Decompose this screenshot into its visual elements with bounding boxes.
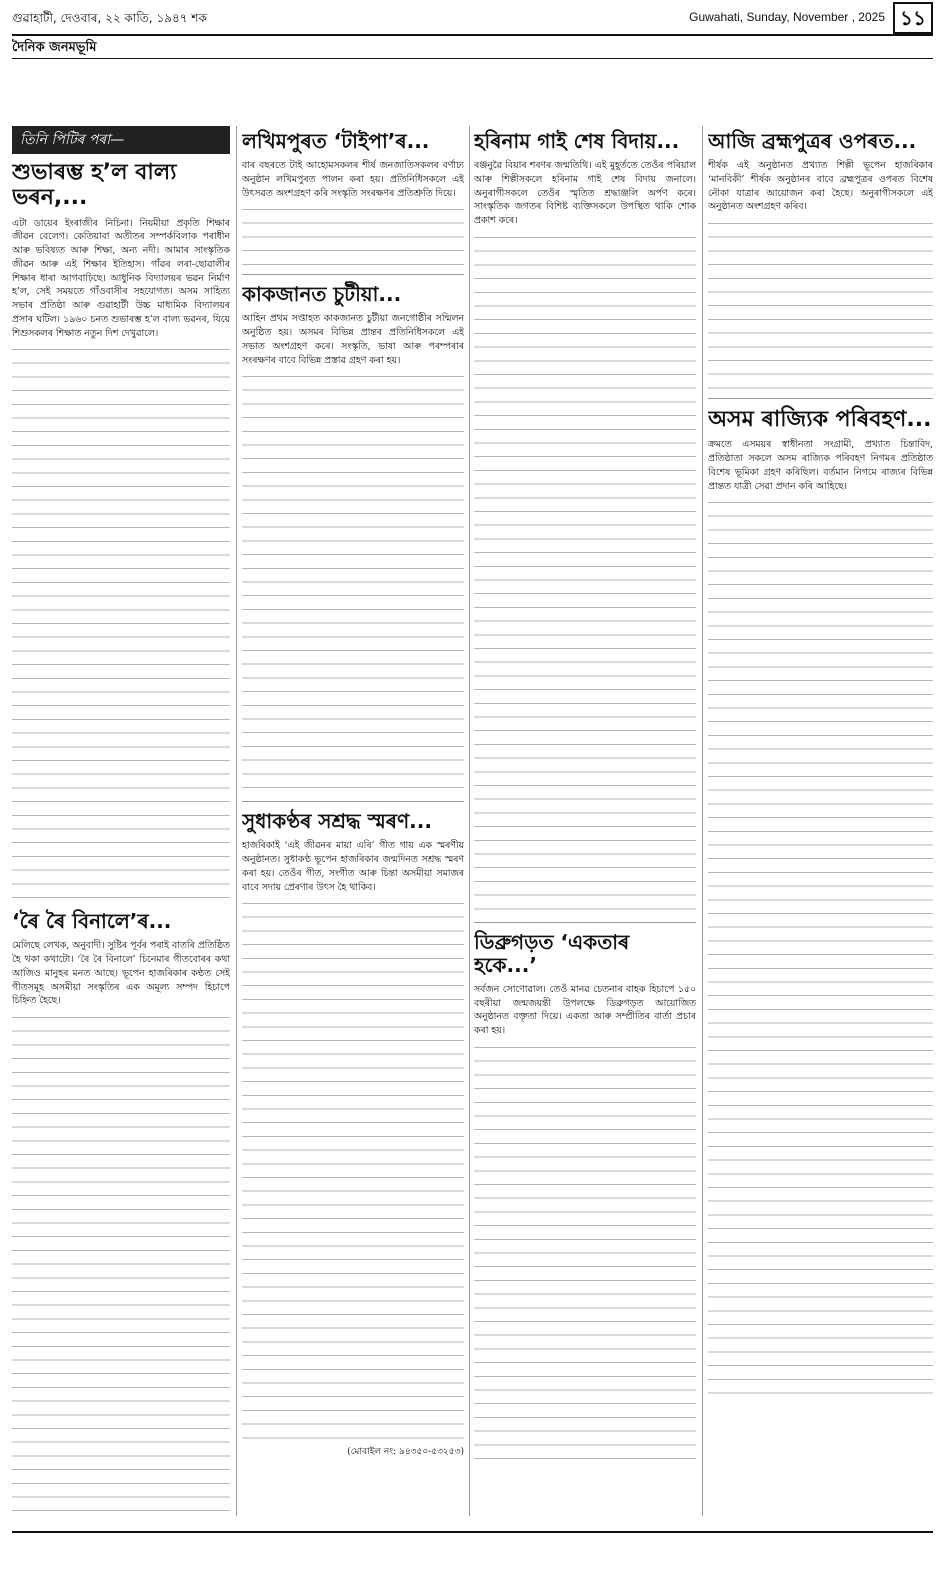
- divider: [242, 801, 464, 802]
- section-tag: তিনি পিটিৰ পৰা—: [12, 126, 230, 154]
- article-headline: কাকজানত চুটীয়া...: [242, 282, 402, 307]
- article-text-block: [242, 373, 464, 793]
- article-body: ক্ৰমতে এসময়ৰ স্বাধীনতা সংগ্ৰামী, প্ৰখ্যাত চিন্তাবিদ, প্ৰতিষ্ঠাতা সকলে অসম ৰাজ্যিক পৰিবহণ নিগমৰ প্ৰতিষ্ঠাত বিশেষ ভূমিকা গ্ৰহণ কৰিছিল। বৰ্তমান নিগমে ৰাজ্যৰ বিভিন্ন প্ৰান্তত যাত্ৰী সেৱা প্ৰদান কৰি আহিছে।: [708, 439, 933, 492]
- article-headline: ডিব্ৰুগড়ত ‘একতাৰ হকে...’: [474, 929, 630, 977]
- article-headline: অসম ৰাজ্যিক পৰিবহণ...: [708, 407, 932, 432]
- article-text-block: [708, 220, 933, 390]
- column-divider: [702, 126, 703, 1516]
- page-number: ১১: [893, 2, 933, 34]
- masthead-rule: [12, 34, 933, 36]
- article-headline: লখিমপুৰত ‘টাইপা’ৰ...: [242, 129, 430, 153]
- article-text-block: [474, 1044, 696, 1464]
- article-headline: সুধাকণ্ঠৰ সশ্ৰদ্ধ স্মৰণ...: [242, 809, 432, 834]
- credit-line: (মোবাইল নং: ৯৪৩৫০-৫৩২৫৩): [347, 1447, 464, 1458]
- article-body: ৰঞ্জনুৱৈ বিয়াৰ শৰণৰ জন্মতিথি। এই মুহূৰ্ততে তেওঁৰ পৰিয়াল আৰু শিল্পীসকলে হৰিনাম গাই শেষ বিদায় জনালে। অনুৰাগীসকলে তেওঁৰ স্মৃতিত শ্ৰদ্ধাঞ্জলি অৰ্পণ কৰে। সাংস্কৃতিক জগতৰ বিশিষ্ট ব্যক্তিসকলে উপস্থিত থাকি শোক প্ৰকাশ কৰে।: [474, 160, 696, 226]
- masthead: [12, 0, 933, 110]
- article-text-block: [474, 234, 696, 914]
- article-headline: শুভাৰম্ভ হ’ল বাল্য ভৰন,...: [12, 160, 177, 211]
- article-body: সৰ্বজন সোণোৱাল। তেওঁ মানৱ চেতনাৰ বাহক হিচাপে ১৫০ বছৰীয়া জন্মজয়ন্তী উপলক্ষে ডিব্ৰুগড়ত আয়োজিত অনুষ্ঠানত বক্তৃতা দিয়ে। একতা আৰু সম্প্ৰীতিৰ বাৰ্তা প্ৰচাৰ কৰা হয়।: [474, 983, 696, 1036]
- article-text-block: [242, 206, 464, 266]
- article-text-block: [708, 499, 933, 1399]
- article-body: হাজৰিকাই ‘এই জীৱনৰ মায়া এৰি’ গীত গায় এক স্মৰণীয় অনুষ্ঠানত। সুধাকণ্ঠ ভূপেন হাজৰিকাৰ জন্মদিনত সশ্ৰদ্ধ স্মৰণ কৰা হয়। তেওঁৰ গীত, সংগীত আৰু চিন্তা অসমীয়া সমাজৰ বাবে সদায় প্ৰেৰণাৰ উৎস হৈ থাকিব।: [242, 840, 464, 893]
- column-4: [708, 126, 933, 1516]
- date-left: গুৱাহাটী, দেওবাৰ, ২২ কাতি, ১৯৪৭ শক: [12, 11, 207, 25]
- article-body: আহিন প্ৰথম সপ্তাহত কাকজানত চুটীয়া জনগোষ্ঠীৰ সন্মিলন অনুষ্ঠিত হয়। অসমৰ বিভিন্ন প্ৰান্তৰ প্ৰতিনিধিসকলে এই সভাত অংশগ্ৰহণ কৰে। সংস্কৃতি, ভাষা আৰু পৰম্পৰাৰ সংৰক্ষণৰ বাবে বিভিন্ন প্ৰস্তাৱ গ্ৰহণ কৰা হয়।: [242, 313, 464, 366]
- date-right: Guwahati, Sunday, November , 2025: [689, 10, 885, 24]
- column-divider: [236, 126, 237, 1516]
- article-text-block: [12, 1014, 230, 1516]
- column-divider: [469, 126, 470, 1516]
- article-body: মেলিছে লেখক, অনুবাদী। সুষ্টিৰ পূৰ্বৰ পৰাই বাতৰি প্ৰতিষ্ঠিত হৈ থকা কথাটো। ‘ৰৈ ৰৈ বিনালে’ চিনেমাৰ গীতবোৰৰ কথা আজিও মানুহৰ মনত আছে। ভূপেন হাজৰিকাৰ কণ্ঠত সেই গীতসমূহ অসমীয়া সংস্কৃতিৰ এক অমূল্য সম্পদ হিচাপে চিহ্নিত হৈছে।: [12, 940, 230, 1007]
- masthead-under-rule: [12, 58, 933, 59]
- article-body: এটা ডায়েৰ ইংৰাজীৰ নিচিনা। নিয়মীয়া প্ৰকৃতি শিক্ষাৰ জীৱন বেলেগ। কেতিয়াবা অতীতৰ সম্পৰ্কবিলাক পৰাধীন আৰু ভবিষ্যত আৰু শিক্ষা, অন্য নদী। আমাৰ সাংস্কৃতিক জীৱন আৰু এই শিক্ষাৰ ইতিহাস। গাঁৱৰ লৰা-ছোৱালীৰ শিক্ষাৰ ধাৰা আগবাঢ়িছে। আধুনিক বিদ্যালয়ৰ ভৱন নিৰ্মাণ হ’ল, সেই সময়তে গাঁওবাসীৰ সহযোগত। অসম সাহিত্য সভাৰ প্ৰতিষ্ঠা আৰু গুৱাহাটী উচ্চ মাধ্যমিক বিদ্যালয়ৰ প্ৰসাৰ ঘটিল। ১৯৬০ চনত শুভাৰম্ভ হ’ল বাল্য ভৱনৰ, যিয়ে শিশুসকলৰ শিক্ষাত নতুন দিশ দেখুৱালে।: [12, 217, 230, 339]
- footer-rule: [12, 1531, 933, 1533]
- divider: [474, 922, 696, 923]
- article-body: শীৰ্ষক এই অনুষ্ঠানত প্ৰখ্যাত শিল্পী ভূপেন হাজৰিকাৰ ‘মানবিকী’ শীৰ্ষক অনুষ্ঠানৰ বাবে ব্ৰহ্মপুত্ৰৰ ওপৰত বিশেষ নৌকা যাত্ৰাৰ আয়োজন কৰা হৈছে। অনুৰাগীসকলে এই অনুষ্ঠানত অংশগ্ৰহণ কৰিব।: [708, 160, 933, 213]
- divider: [242, 274, 464, 275]
- article-text-block: [12, 346, 230, 906]
- divider: [708, 398, 933, 399]
- column-1: [12, 126, 230, 1516]
- article-headline: ‘ৰৈ ৰৈ বিনালে’ৰ...: [12, 909, 172, 934]
- article-text-block: [242, 900, 464, 1440]
- article-body: বাৰ বছৰতে টাই আহোমসকলৰ শীৰ্ষ জনজাতিসকলৰ বৰ্ণাঢ্য অনুষ্ঠান লখিমপুৰত পালন কৰা হয়। প্ৰতিনিধিসকলে এই উৎসৱত অংশগ্ৰহণ কৰি সংস্কৃতি সংৰক্ষণৰ প্ৰতিশ্ৰুতি দিয়ে।: [242, 160, 464, 199]
- column-2: [242, 126, 464, 1516]
- article-headline: আজি ব্ৰহ্মপুত্ৰৰ ওপৰত...: [708, 129, 917, 153]
- paper-name: দৈনিক জনমভূমি: [12, 40, 97, 55]
- article-headline: হৰিনাম গাই শেষ বিদায়...: [474, 129, 680, 153]
- column-3: [474, 126, 696, 1516]
